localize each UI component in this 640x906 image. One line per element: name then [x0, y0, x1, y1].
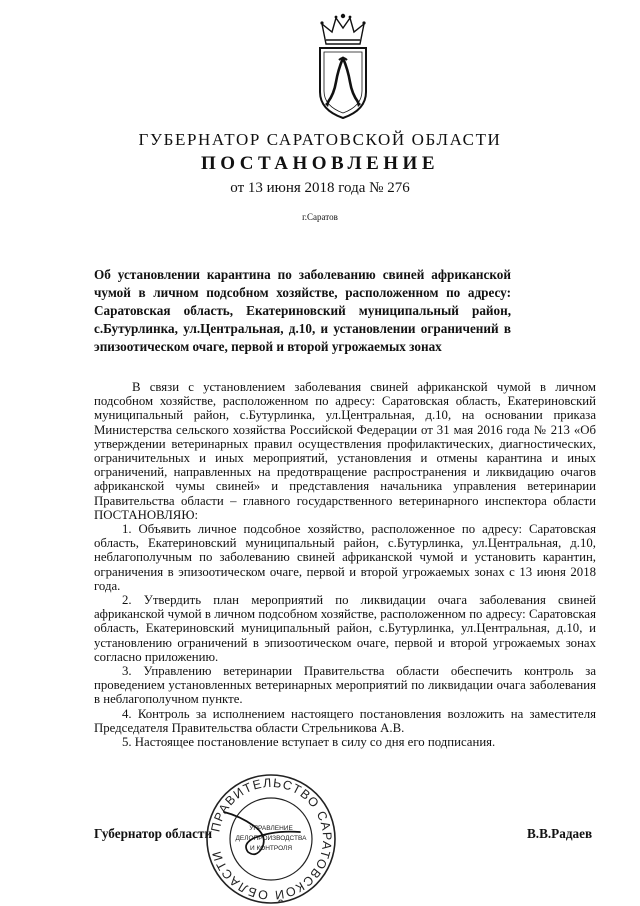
stamp-center-line-2: ДЕЛОПРОИЗВОДСТВА — [235, 835, 307, 842]
signatory-position: Губернатор области — [94, 826, 213, 841]
decree-item-5: 5. Настоящее постановление вступает в силу со дня его подписания. — [122, 735, 496, 750]
coat-of-arms-icon — [312, 10, 374, 120]
preamble-paragraph: В связи с установлением заболевания свиней африканской чумой в личном подсобном хозяйстве, расположенном по адресу: Саратовская область, Екатериновский муниципальный район, с.Бутурлинка, ул.Центральная, д.10, на основании приказа Министерства сельского хозяйства Российской Федерации от 31 мая 2016 года № 213 «Об утверждении ветеринарных правил осуществления профилактических, диагностических, ограничительных и иных мероприятий, установления и отмены карантина и иных ограничений, направленных на предотвращение распространения и ликвидацию очагов африканской чумы свиней» и представления начальника управления ветеринарии Правительства области – главного государственного ветеринарного инспектора области ПОСТАНОВЛЯЮ: — [94, 380, 596, 522]
document-type: ПОСТАНОВЛЕНИЕ — [200, 153, 440, 174]
document-city: г.Саратов — [302, 212, 338, 222]
decree-item-2: 2. Утвердить план мероприятий по ликвидации очага заболевания свиней африканской чумой в личном подсобном хозяйстве, расположенном по адресу: Саратовская область, Екатериновский муниципальный район, с.Бутурлинка, ул.Центральная, д.10, и установлению ограничений в эпизоотическом очаге, первой и второй угрожаемых зонах согласно приложению. — [94, 593, 596, 664]
signatory-name: В.В.Радаев — [527, 826, 593, 841]
stamp-center-line-1: УПРАВЛЕНИЕ — [249, 825, 293, 832]
stamp-ring-text: ПРАВИТЕЛЬСТВО САРАТОВСКОЙ ОБЛАСТИ — [208, 775, 335, 903]
document-date-number: от 13 июня 2018 года № 276 — [230, 180, 410, 196]
document-title: Об установлении карантина по заболеванию свиней африканской чумой в личном подсобном хозяйстве, расположенном по адресу: Саратовская область, Екатериновский муниципальный район, с.Бутурлинка, ул.Центральная, д.10, и установлении ограничений в эпизоотическом очаге, первой и второй угрожаемых зонах — [94, 267, 511, 354]
stamp-center-line-3: И КОНТРОЛЯ — [249, 845, 293, 852]
official-stamp — [204, 772, 338, 906]
decree-item-4: 4. Контроль за исполнением настоящего постановления возложить на заместителя Председателя Правительства области Стрельникова А.В. — [94, 706, 596, 735]
document-body — [94, 380, 596, 749]
decree-item-1: 1. Объявить личное подсобное хозяйство, расположенное по адресу: Саратовская область, Екатериновский муниципальный район, с.Бутурлинка, ул.Центральная, д.10, неблагополучным по заболеванию свиней африканской чумой и установить карантин, ограничения в эпизоотическом очаге, первой и второй угрожаемых зонах с 13 июня 2018 года. — [94, 522, 596, 593]
issuer-heading: ГУБЕРНАТОР САРАТОВСКОЙ ОБЛАСТИ — [138, 130, 502, 149]
decree-item-3: 3. Управлению ветеринарии Правительства области обеспечить контроль за проведением установленных ветеринарных мероприятий по ликвидации очага заболевания в неблагополучном пункте. — [94, 664, 596, 707]
